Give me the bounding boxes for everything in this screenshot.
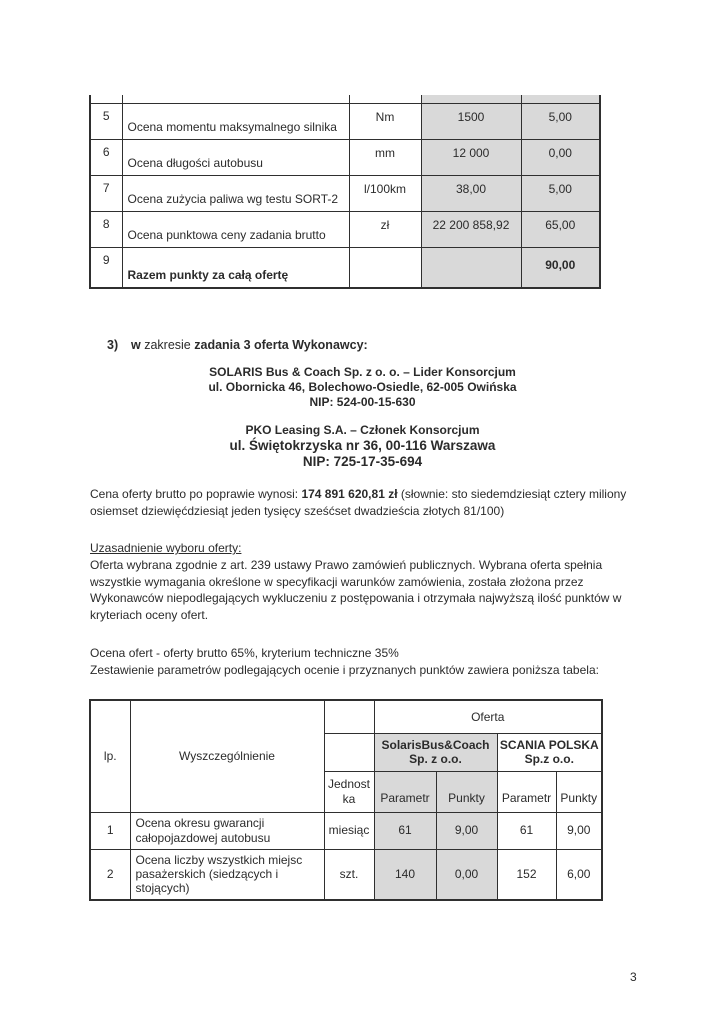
header-points: Punkty [436, 771, 497, 812]
header-points: Punkty [556, 771, 602, 812]
justification-heading: Uzasadnienie wyboru oferty: [90, 541, 242, 555]
criterion-cell: Ocena okresu gwarancji całopojazdowej autobusu [130, 812, 324, 849]
parameter-cell: 22 200 858,92 [421, 212, 521, 248]
header-item: Wyszczególnienie [130, 700, 324, 812]
points-cell: 0,00 [521, 140, 600, 176]
unit-cell: miesiąc [324, 812, 374, 849]
address-line: PKO Leasing S.A. – Członek Konsorcjum [245, 423, 480, 437]
heading-bold: zadania 3 oferta Wykonawcy: [194, 338, 368, 352]
points-cell: 90,00 [521, 248, 600, 288]
row-number-cell: 1 [90, 812, 130, 849]
row-number-cell: 8 [90, 212, 122, 248]
points-cell [521, 95, 600, 104]
table-row [90, 104, 600, 140]
criteria-line: Ocena ofert - oferty brutto 65%, kryterium techniczne 35% [90, 646, 399, 660]
page-number: 3 [630, 970, 637, 984]
table-row [90, 212, 600, 248]
solaris-points-cell: 9,00 [436, 812, 497, 849]
heading-bold: w [131, 338, 141, 352]
criterion-cell [122, 95, 349, 104]
unit-cell: Nm [349, 104, 421, 140]
justification-paragraph: Oferta wybrana zgodnie z art. 239 ustawy Prawo zamówień publicznych. Wybrana oferta spełnia wszystkie wymagania określone w specyfikacji warunków zamówienia, została złożona przez Wykonawców niepodlegających wykluczeniu z postępowania i otrzymała najwyższą ilość punktów w kryteriach oceny ofert. [90, 558, 622, 622]
unit-cell [349, 95, 421, 104]
price-prefix: Cena oferty brutto po poprawie wynosi: [90, 487, 302, 501]
scania-parameter-cell: 61 [497, 812, 556, 849]
header-lp: lp. [90, 700, 130, 812]
row-number-cell: 5 [90, 104, 122, 140]
evaluation-table [89, 699, 603, 901]
header-offer: Oferta [374, 700, 602, 733]
empty-cell [324, 700, 374, 733]
unit-cell: mm [349, 140, 421, 176]
criterion-cell: Ocena liczby wszystkich miejsc pasażerskich (siedzących i stojących) [130, 849, 324, 900]
section-3-heading [107, 338, 368, 352]
header-row-offer [90, 700, 602, 733]
parameter-cell: 12 000 [421, 140, 521, 176]
member-address-block [90, 422, 635, 470]
points-cell: 65,00 [521, 212, 600, 248]
parameter-cell: 1500 [421, 104, 521, 140]
address-line: SOLARIS Bus & Coach Sp. z o. o. – Lider Konsorcjum [209, 365, 516, 379]
row-number-cell [90, 95, 122, 104]
address-line: ul. Obornicka 46, Bolechowo-Osiedle, 62-005 Owińska [208, 380, 517, 394]
criterion-cell: Ocena zużycia paliwa wg testu SORT-2 [122, 176, 349, 212]
scania-parameter-cell: 152 [497, 849, 556, 900]
scania-points-cell: 6,00 [556, 849, 602, 900]
empty-cell [324, 733, 374, 771]
criterion-cell: Ocena długości autobusu [122, 140, 349, 176]
solaris-points-cell: 0,00 [436, 849, 497, 900]
table-row [90, 140, 600, 176]
table-row [90, 812, 602, 849]
header-bidder-scania: SCANIA POLSKA Sp.z o.o. [497, 733, 602, 771]
scania-points-cell: 9,00 [556, 812, 602, 849]
unit-cell: zł [349, 212, 421, 248]
solaris-parameter-cell: 61 [374, 812, 436, 849]
criterion-cell: Razem punkty za całą ofertę [122, 248, 349, 288]
parameter-cell [421, 248, 521, 288]
row-number-cell: 6 [90, 140, 122, 176]
solaris-parameter-cell: 140 [374, 849, 436, 900]
section-number: 3) [107, 338, 119, 352]
table-intro-line: Zestawienie parametrów podlegających ocenie i przyznanych punktów zawiera poniższa tabela: [90, 663, 599, 677]
header-bidder-solaris: SolarisBus&Coach Sp. z o.o. [374, 733, 497, 771]
unit-cell: l/100km [349, 176, 421, 212]
header-parameter: Parametr [374, 771, 436, 812]
unit-cell [349, 248, 421, 288]
points-cell: 5,00 [521, 176, 600, 212]
table-row [90, 176, 600, 212]
address-line: ul. Świętokrzyska nr 36, 00-116 Warszawa [229, 438, 496, 453]
price-amount: 174 891 620,81 zł [301, 487, 398, 501]
address-line: NIP: 524-00-15-630 [309, 395, 416, 409]
parameter-cell [421, 95, 521, 104]
row-number-cell: 2 [90, 849, 130, 900]
leader-address-block [90, 365, 635, 410]
heading-normal: zakresie [144, 338, 191, 352]
task2-scoring-table [89, 95, 601, 289]
table-row [90, 849, 602, 900]
clipped-row [90, 95, 600, 104]
criterion-cell: Ocena punktowa ceny zadania brutto [122, 212, 349, 248]
points-cell: 5,00 [521, 104, 600, 140]
row-number-cell: 7 [90, 176, 122, 212]
price-words: (słownie: sto siedemdziesiąt cztery miliony osiemset dziewięćdziesiąt jeden tysięcy sześćset dwadzieścia złotych 81/100) [90, 487, 627, 518]
parameter-cell: 38,00 [421, 176, 521, 212]
address-line: NIP: 725-17-35-694 [302, 454, 423, 469]
row-number-cell: 9 [90, 248, 122, 288]
unit-cell: szt. [324, 849, 374, 900]
table-total-row [90, 248, 600, 288]
header-unit: Jednostka [324, 771, 374, 812]
price-paragraph [90, 486, 646, 519]
header-parameter: Parametr [497, 771, 556, 812]
criterion-cell: Ocena momentu maksymalnego silnika [122, 104, 349, 140]
